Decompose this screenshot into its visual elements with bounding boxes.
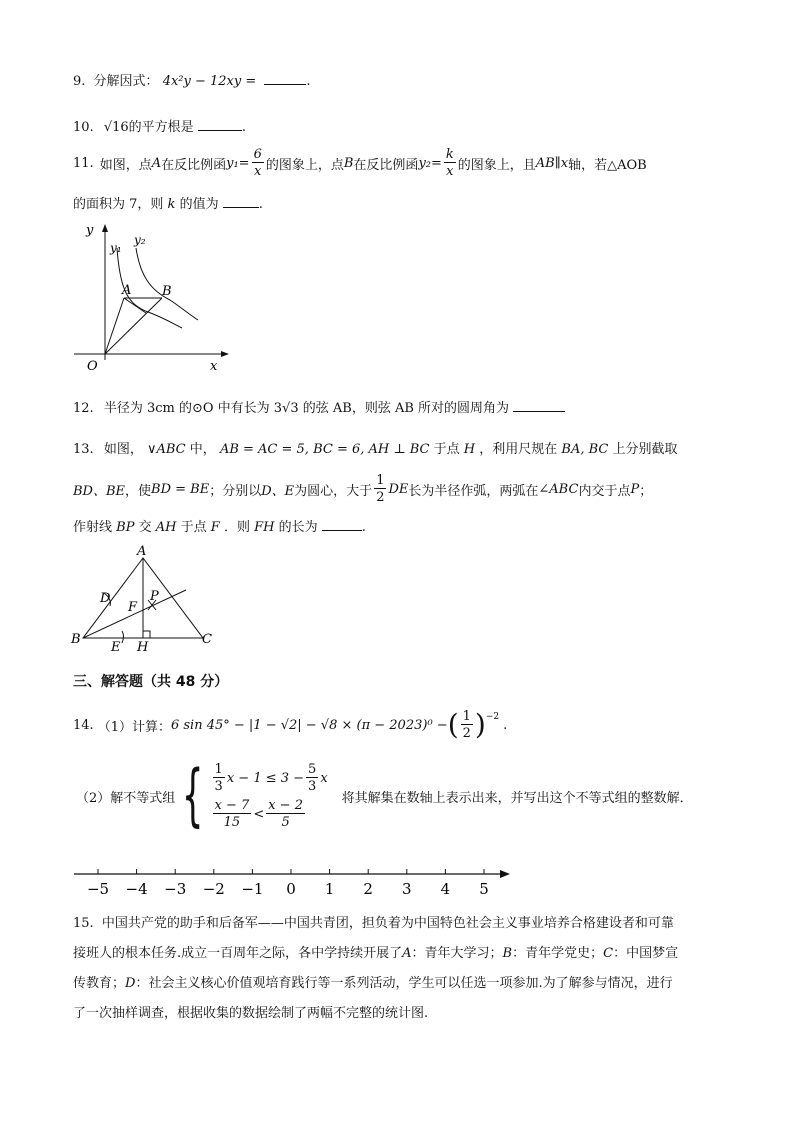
numberline-tick-label: −2 xyxy=(202,880,225,898)
q9-expression: 4x²y − 12xy = xyxy=(162,74,257,89)
q14-p1-end: . xyxy=(503,717,508,733)
numberline-tick-label: −3 xyxy=(164,880,187,898)
q13-l2b: ，使 xyxy=(125,483,152,499)
numberline-tick-label: −5 xyxy=(86,880,110,898)
q14-inequality-1 xyxy=(211,763,328,793)
q14-p1-paren-close: ) xyxy=(474,708,486,741)
q15-l4: 了一次抽样调查，根据收集的数据绘制了两幅不完整的统计图. xyxy=(73,1006,429,1021)
question-11-line1 xyxy=(73,148,647,178)
q11-segment-ob xyxy=(105,298,162,354)
q11-fraction-1: $\frac{6}{x}$ xyxy=(253,147,262,179)
question-10 xyxy=(73,116,246,135)
q13-figure xyxy=(68,543,228,658)
q13-bp: BP xyxy=(116,520,135,535)
q13-triangle: ∨ABC xyxy=(146,442,186,457)
q13-l1g: ，利用尺规在 xyxy=(479,442,558,457)
q15-l2a: 接班人的根本任务.成立一百周年之际，各中学持续开展了 xyxy=(73,946,403,961)
q15-number: 15. xyxy=(73,916,94,931)
q13-d-e: D、E xyxy=(261,483,295,499)
q11-segment-oa xyxy=(105,298,124,354)
q11-point-b: B xyxy=(343,155,354,171)
q13-half-fraction: $\frac{1}{2}$ xyxy=(376,473,385,505)
q14-ineq1-frac1: $\frac{1}{3}$ xyxy=(214,762,223,794)
question-13-line1 xyxy=(73,438,678,457)
q13-label-d: D xyxy=(100,591,111,606)
q14-number: 14. xyxy=(73,717,94,733)
q13-l2f: 为圆心，大于 xyxy=(294,483,373,499)
numberline-tick-label: 5 xyxy=(479,880,489,898)
question-13-line2 xyxy=(73,474,652,504)
q13-label-a: A xyxy=(137,544,147,559)
q13-ba-bc: BA, BC xyxy=(561,442,609,457)
q13-l3g: ．则 xyxy=(223,520,250,535)
q13-point-p: P xyxy=(630,481,640,497)
q15-l2d: ：中国梦宣 xyxy=(613,946,679,961)
q15-option-d: D xyxy=(125,976,136,991)
question-14-part1 xyxy=(73,710,507,740)
q13-l3c: 交 xyxy=(138,520,152,535)
q11-label-y: y xyxy=(86,223,94,238)
q11-text-d: 在反比例函 xyxy=(353,157,419,173)
q14-system-brace: { xyxy=(182,756,204,835)
q15-option-b: B xyxy=(502,946,513,961)
q13-l3a: 作射线 xyxy=(73,520,113,535)
q11-figure xyxy=(70,220,235,375)
numberline-tick-label: 4 xyxy=(440,880,451,898)
q11-text-c: 的图象上，点 xyxy=(265,157,344,173)
q13-arc-e xyxy=(122,631,124,643)
q11-text-g: 的面积为 7，则 xyxy=(73,197,164,212)
q11-end: . xyxy=(258,197,263,212)
q13-l1c: 中， xyxy=(189,442,216,457)
q11-x-arrow xyxy=(221,351,229,357)
q15-l3b: ：社会主义核心价值观培育践行等一系列活动，学生可以任选一项参加.为了解参与情况，进行 xyxy=(135,976,673,991)
q11-text-b: 在反比例函 xyxy=(161,157,227,173)
q13-label-c: C xyxy=(202,632,212,647)
q13-l2j: 内交于点 xyxy=(578,483,631,499)
q14-system xyxy=(211,763,328,829)
q14-inequality-2 xyxy=(211,799,328,829)
q10-number: 10. xyxy=(73,120,94,135)
question-12 xyxy=(73,397,565,416)
q13-label-e: E xyxy=(111,640,121,655)
q13-angle-abc: ∠ABC xyxy=(538,481,579,497)
q11-k: k xyxy=(167,197,176,212)
q14-p1-exponent: −2 xyxy=(485,712,500,722)
q14-ineq1-end: x xyxy=(320,770,328,786)
q13-end: . xyxy=(361,520,366,535)
q11-label-b: B xyxy=(162,284,172,299)
q14-p1-label: （1）计算： xyxy=(97,719,171,735)
q13-l2d: ；分别以 xyxy=(209,483,262,499)
q15-option-c: C xyxy=(603,946,614,961)
q13-bd-eq-be: BD = BE xyxy=(151,481,210,497)
numberline-tick-label: 0 xyxy=(286,880,296,898)
q13-l3i: 的长为 xyxy=(278,520,318,535)
q9-number: 9. xyxy=(73,74,86,89)
question-9 xyxy=(73,70,311,89)
numberline-tick-label: 2 xyxy=(363,880,373,898)
q9-prompt: 分解因式： xyxy=(93,74,159,89)
q14-number-line xyxy=(70,862,515,902)
q15-l2c: ：青年学党史； xyxy=(512,946,604,961)
q10-answer-blank[interactable] xyxy=(198,118,242,131)
q9-answer-blank[interactable] xyxy=(264,72,306,85)
q15-l3a: 传教育； xyxy=(73,976,126,991)
question-13-line3 xyxy=(73,516,366,535)
q13-l1a: 如图， xyxy=(103,442,143,457)
q11-label-x: x xyxy=(210,359,218,374)
question-14-part2 xyxy=(76,756,693,835)
q13-point-f: F xyxy=(210,520,220,535)
q13-number: 13. xyxy=(73,442,94,457)
q14-p1-expression: 6 sin 45° − |1 − √2| − √8 × (π − 2023)⁰ − xyxy=(170,717,448,733)
q11-y1-label: y₁= xyxy=(226,155,250,171)
q13-right-angle-mark xyxy=(143,631,150,638)
q13-label-f: F xyxy=(128,600,138,615)
q9-end: . xyxy=(306,74,311,89)
q11-label-a: A xyxy=(122,283,132,298)
q11-text-e: 的图象上，且 xyxy=(457,157,536,173)
question-15-line2 xyxy=(73,942,678,961)
q11-ab-parallel: AB∥x xyxy=(535,155,569,171)
q13-label-p: P xyxy=(150,589,159,604)
q14-ineq2-frac2: $\frac{x - 2}{5}$ xyxy=(268,798,303,830)
q14-p2-text: 将其解集在数轴上表示出来，并写出这个不等式组的整数解． xyxy=(341,790,693,806)
q13-l2l: ； xyxy=(639,483,653,499)
q11-answer-blank[interactable] xyxy=(223,195,259,208)
q13-de: DE xyxy=(388,481,409,497)
question-11-line2 xyxy=(73,193,263,212)
q14-p1-fraction: $\frac{1}{2}$ xyxy=(462,709,471,741)
q13-answer-blank[interactable] xyxy=(322,518,362,531)
q13-l1i: 上分别截取 xyxy=(612,442,678,457)
q11-fraction-2: $\frac{k}{x}$ xyxy=(445,147,454,179)
q11-text-f: 轴，若△AOB xyxy=(568,157,647,173)
q14-p2-label: （2）解不等式组 xyxy=(76,790,176,806)
question-15-line1 xyxy=(73,912,674,931)
q13-label-h: H xyxy=(137,640,149,655)
question-15-line4 xyxy=(73,1002,428,1021)
q12-text: 半径为 3cm 的⊙O 中有长为 3√3 的弦 AB，则弦 AB 所对的圆周角为 xyxy=(103,401,510,416)
section-3-heading: 三、解答题（共 48 分） xyxy=(73,674,229,690)
q11-label-y2: y₂ xyxy=(134,233,146,247)
q15-l2b: ：青年大学习； xyxy=(411,946,503,961)
q11-text-h: 的值为 xyxy=(179,197,219,212)
numberline-tick-label: 3 xyxy=(402,880,412,898)
q14-ineq2-op: < xyxy=(253,806,265,822)
question-15-line3 xyxy=(73,972,673,991)
q10-text: 的平方根是 xyxy=(128,120,194,135)
q12-number: 12. xyxy=(73,401,94,416)
q13-l1e: 于点 xyxy=(433,442,460,457)
q15-l1: 中国共产党的助手和后备军——中国共青团，担负着为中国特色社会主义事业培养合格建设者和可靠 xyxy=(101,916,674,931)
q14-p1-paren-open: ( xyxy=(447,708,459,741)
numberline-tick-label: −4 xyxy=(125,880,148,898)
q11-segment-a-curve xyxy=(124,298,146,313)
q11-number: 11. xyxy=(73,155,94,171)
q13-l3e: 于点 xyxy=(180,520,207,535)
q11-y2-label: y₂= xyxy=(418,155,442,171)
q10-expression: √16 xyxy=(103,120,129,135)
q14-ineq2-frac1: $\frac{x - 7}{15}$ xyxy=(214,798,250,830)
q14-ineq1-frac2: $\frac{5}{3}$ xyxy=(308,762,317,794)
numberline-tick-label: 1 xyxy=(324,880,335,898)
q13-l2h: 长为半径作弧，两弧在 xyxy=(408,483,539,499)
q11-y-arrow xyxy=(102,224,108,232)
numberline-tick-label: −1 xyxy=(241,880,264,898)
q13-label-b: B xyxy=(71,632,81,647)
q11-label-o: O xyxy=(87,359,98,374)
q13-ah: AH xyxy=(155,520,177,535)
q15-option-a: A xyxy=(402,946,412,961)
q11-point-a: A xyxy=(151,155,162,171)
q14-numberline-arrow xyxy=(500,870,510,878)
q13-fh: FH xyxy=(254,520,275,535)
q10-end: . xyxy=(241,120,246,135)
q12-answer-blank[interactable] xyxy=(513,399,565,412)
q11-text-a: 如图，点 xyxy=(99,157,152,173)
q13-given: AB = AC = 5, BC = 6, AH ⊥ BC xyxy=(219,442,430,457)
q13-point-h: H xyxy=(463,442,476,457)
q14-ineq1-mid: x − 1 ≤ 3 − xyxy=(226,770,305,786)
q13-bd-be: BD、BE xyxy=(73,483,126,499)
q11-label-y1: y₁ xyxy=(110,241,122,255)
